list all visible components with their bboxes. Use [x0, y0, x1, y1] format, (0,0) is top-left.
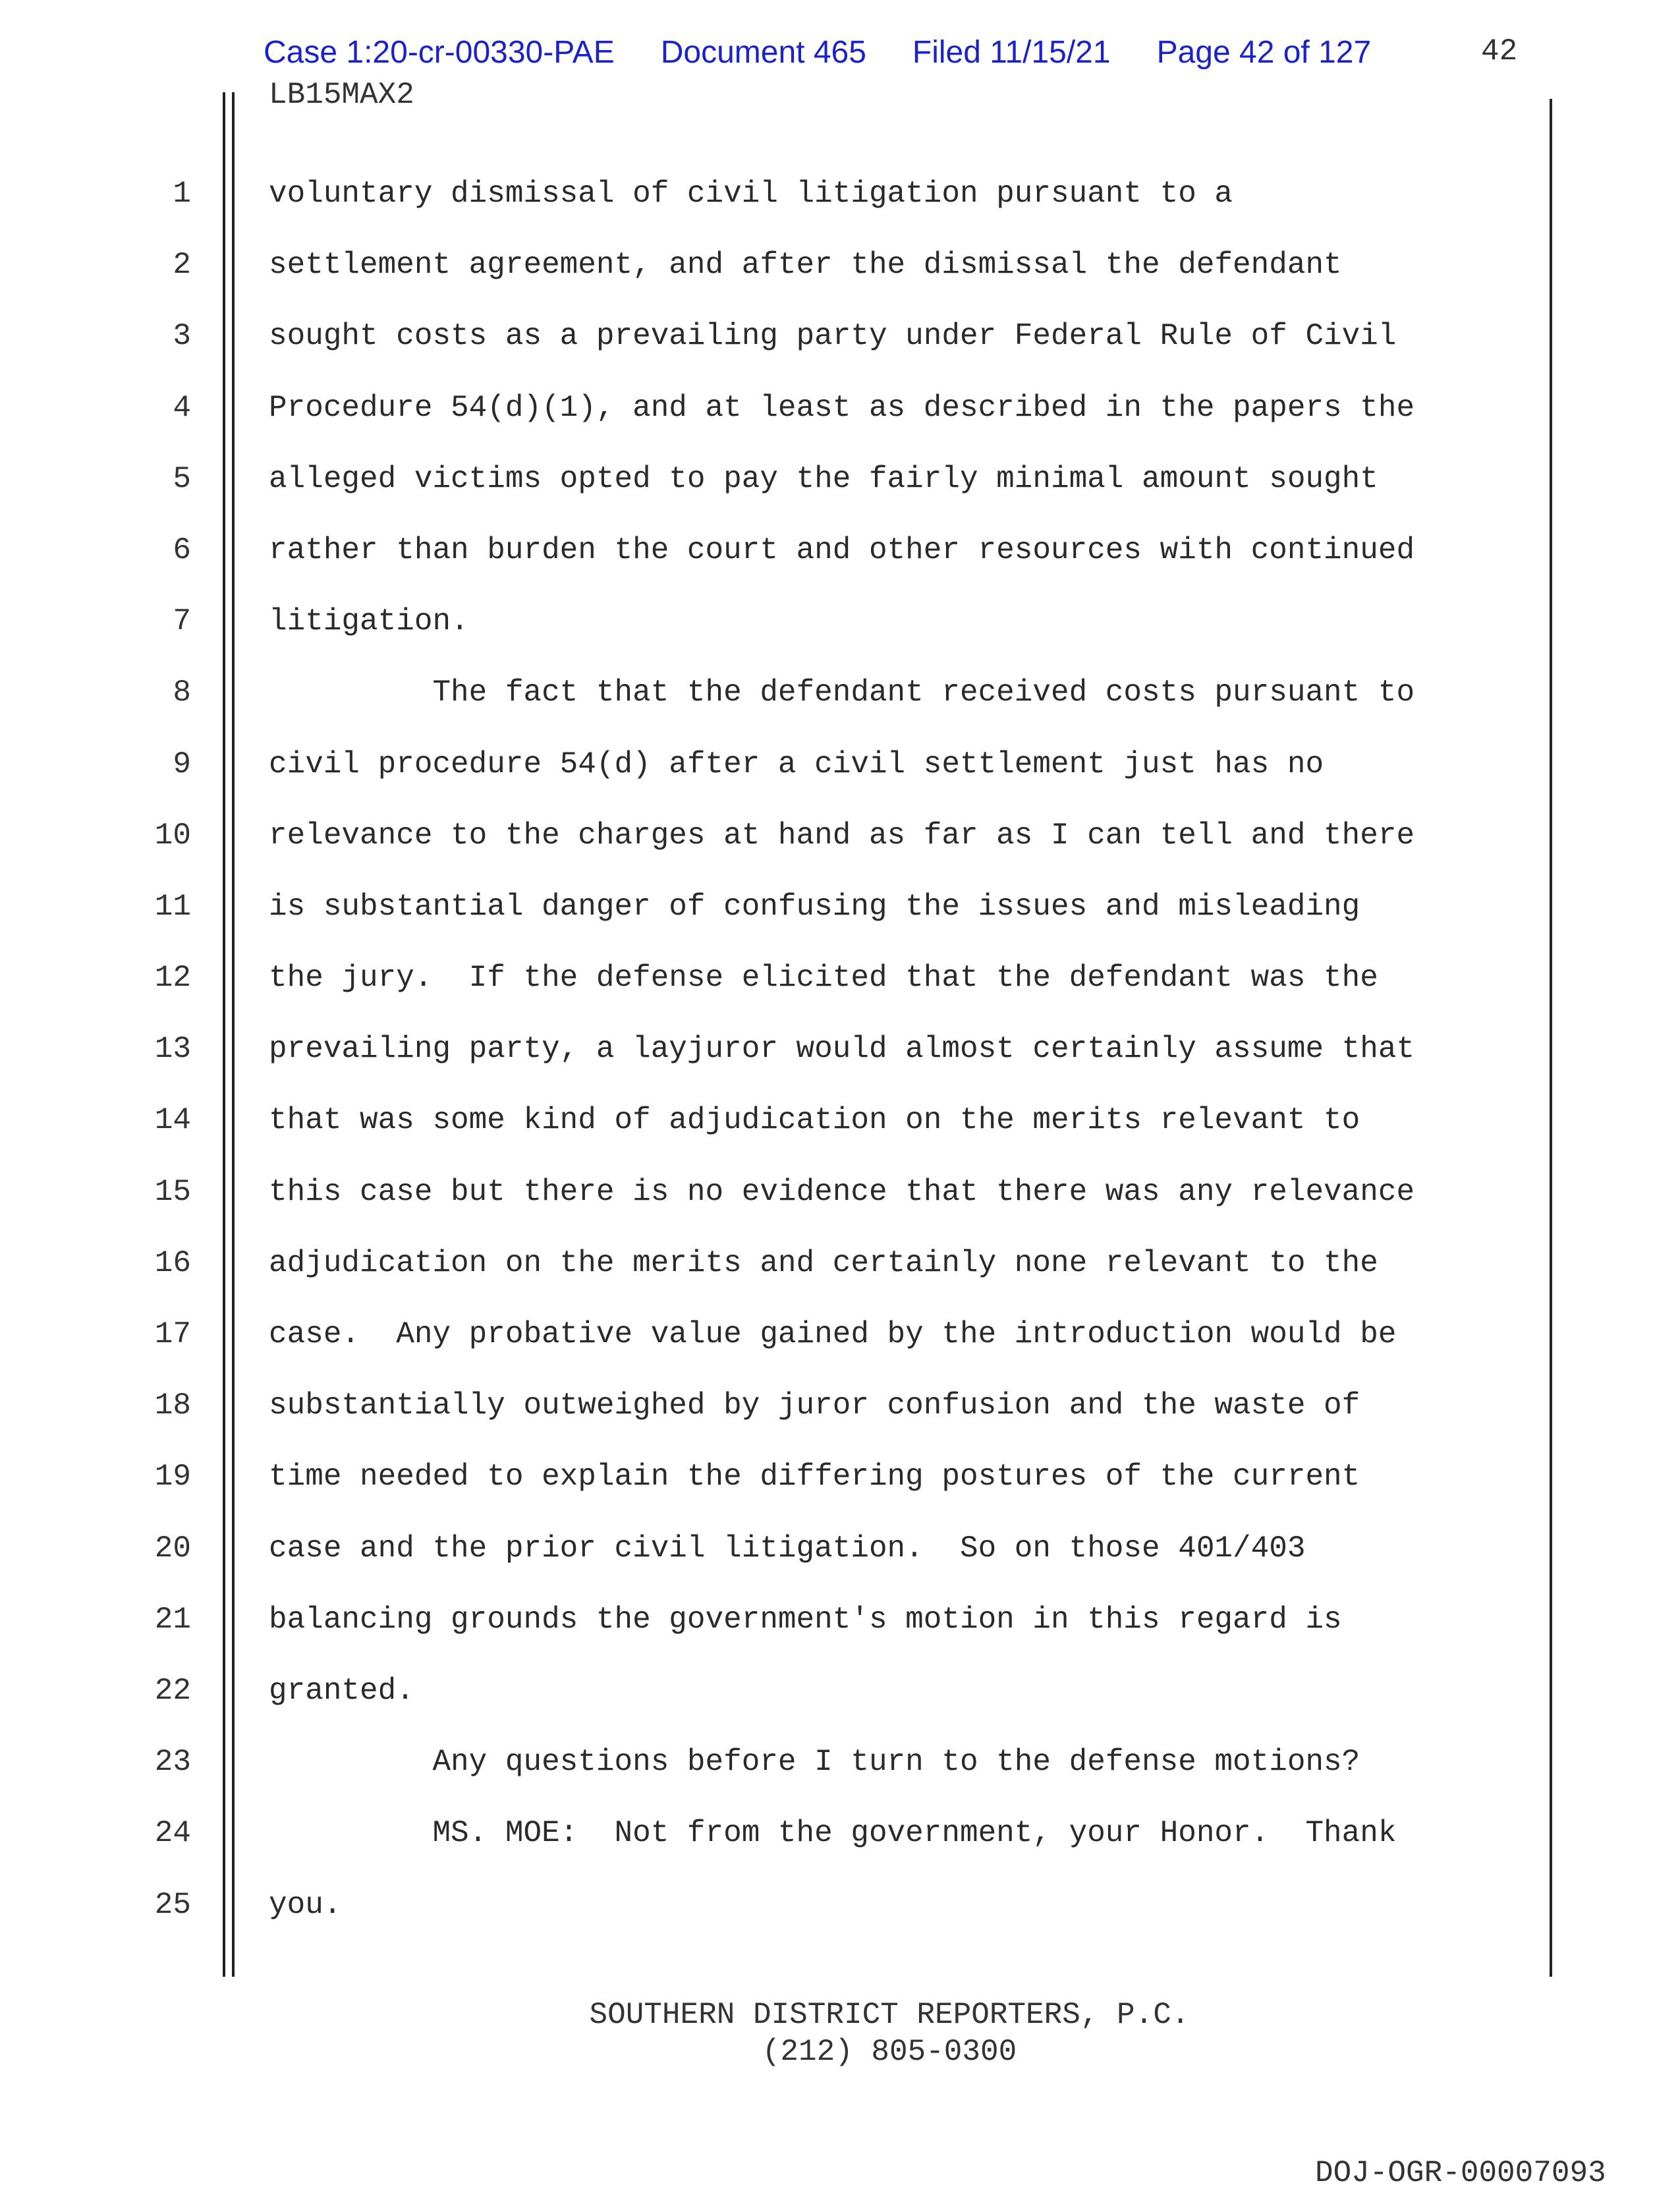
- transcript-line: is substantial danger of confusing the issues and misleading: [269, 889, 1360, 924]
- line-number: 9: [173, 747, 191, 781]
- line-number: 20: [154, 1531, 191, 1566]
- line-number: 24: [154, 1816, 191, 1851]
- ecf-document-number: Document 465: [660, 34, 866, 70]
- transcript-line: litigation.: [269, 604, 469, 639]
- line-number: 3: [173, 319, 191, 354]
- transcript-line: that was some kind of adjudication on the merits relevant to: [269, 1103, 1360, 1138]
- transcript-page-number: 42: [1481, 34, 1518, 69]
- bates-number: DOJ-OGR-00007093: [1315, 2156, 1606, 2190]
- line-number: 15: [154, 1174, 191, 1209]
- reporter-footer: [0, 1997, 1680, 2070]
- transcript-line: MS. MOE: Not from the government, your Honor. Thank: [269, 1816, 1397, 1851]
- line-number: 10: [154, 818, 191, 853]
- line-number: 16: [154, 1245, 191, 1280]
- line-number: 18: [154, 1388, 191, 1423]
- transcript-line: case. Any probative value gained by the introduction would be: [269, 1317, 1397, 1351]
- transcript-line: settlement agreement, and after the dismissal the defendant: [269, 248, 1342, 283]
- transcript-line: Procedure 54(d)(1), and at least as described in the papers the: [269, 390, 1415, 425]
- line-number: 19: [154, 1460, 191, 1494]
- transcript-line: sought costs as a prevailing party under Federal Rule of Civil: [269, 319, 1397, 354]
- line-number: 8: [173, 675, 191, 710]
- transcript-line: civil procedure 54(d) after a civil settlement just has no: [269, 747, 1324, 781]
- transcript-line: adjudication on the merits and certainly none relevant to the: [269, 1245, 1378, 1280]
- line-number: 11: [154, 889, 191, 924]
- line-number: 5: [173, 461, 191, 496]
- transcript-line: relevance to the charges at hand as far as I can tell and there: [269, 818, 1415, 853]
- line-number: 7: [173, 604, 191, 639]
- transcript-line: case and the prior civil litigation. So on those 401/403: [269, 1531, 1306, 1566]
- transcript-line: alleged victims opted to pay the fairly minimal amount sought: [269, 461, 1378, 496]
- transcript-line: you.: [269, 1887, 342, 1922]
- transcript-line: prevailing party, a layjuror would almost certainly assume that: [269, 1032, 1415, 1067]
- transcript-line: rather than burden the court and other resources with continued: [269, 532, 1415, 567]
- line-number: 23: [154, 1745, 191, 1780]
- transcript-line: Any questions before I turn to the defense motions?: [269, 1745, 1360, 1780]
- line-number-column: [132, 174, 191, 1956]
- transcript-line: voluntary dismissal of civil litigation pursuant to a: [269, 177, 1233, 211]
- line-number: 2: [173, 248, 191, 283]
- right-margin-rule: [1550, 99, 1552, 1977]
- ecf-page-count: Page 42 of 127: [1156, 34, 1372, 70]
- transcript-line: this case but there is no evidence that there was any relevance: [269, 1174, 1415, 1209]
- left-margin-rule: [223, 92, 225, 1977]
- transcript-line: the jury. If the defense elicited that the defendant was the: [269, 961, 1378, 996]
- line-number: 13: [154, 1032, 191, 1067]
- transcript-line: substantially outweighed by juror confusion and the waste of: [269, 1388, 1360, 1423]
- line-number: 1: [173, 177, 191, 211]
- line-number: 22: [154, 1673, 191, 1708]
- line-number: 4: [173, 390, 191, 425]
- reporter-phone: (212) 805-0300: [762, 2035, 1017, 2069]
- ecf-filing-header: [264, 29, 1371, 75]
- left-margin-rule-inner: [232, 92, 235, 1977]
- line-number: 6: [173, 532, 191, 567]
- line-number: 17: [154, 1317, 191, 1351]
- line-number: 25: [154, 1887, 191, 1922]
- transcript-line: balancing grounds the government's motion in this regard is: [269, 1602, 1342, 1637]
- transcript-line: time needed to explain the differing postures of the current: [269, 1460, 1360, 1494]
- transcript-line: The fact that the defendant received costs pursuant to: [269, 675, 1415, 710]
- ecf-filed-date: Filed 11/15/21: [912, 34, 1111, 70]
- line-number: 21: [154, 1602, 191, 1637]
- transcript-header-code: LB15MAX2: [269, 78, 414, 112]
- transcript-line: granted.: [269, 1673, 414, 1708]
- ecf-case-number: Case 1:20-cr-00330-PAE: [264, 34, 615, 70]
- reporter-name: SOUTHERN DISTRICT REPORTERS, P.C.: [589, 1998, 1190, 2032]
- transcript-body: [269, 174, 1547, 1956]
- line-number: 14: [154, 1103, 191, 1138]
- line-number: 12: [154, 961, 191, 996]
